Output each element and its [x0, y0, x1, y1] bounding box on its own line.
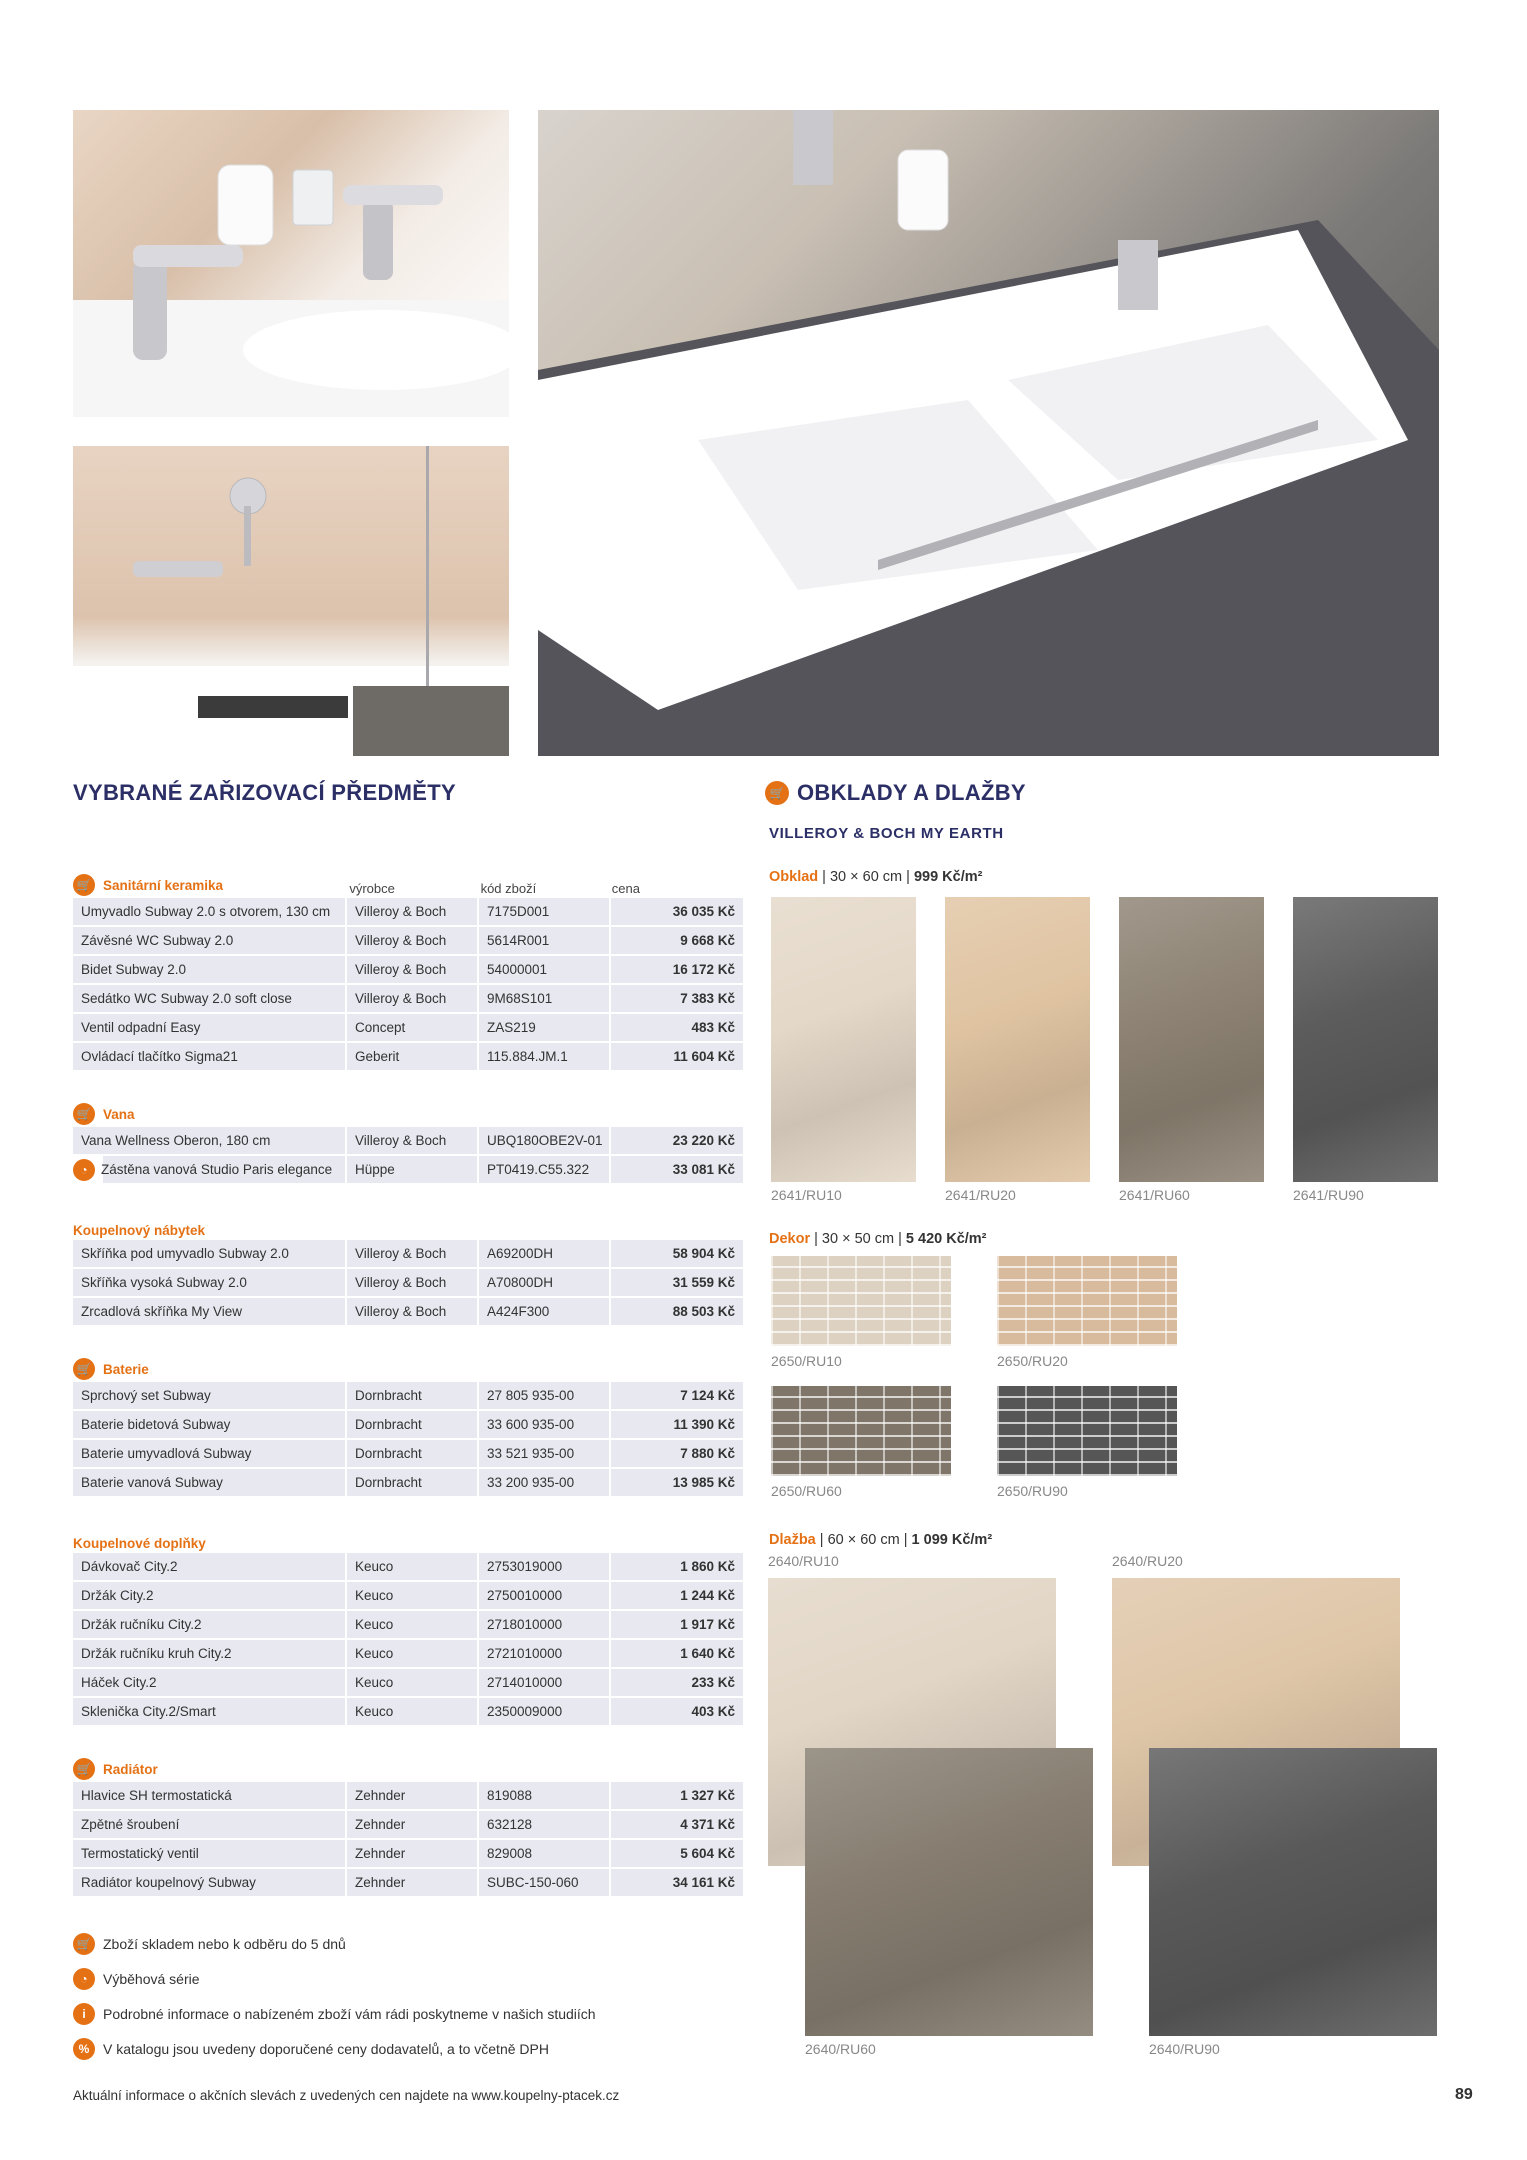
cart-icon: 🛒: [73, 1358, 95, 1380]
product-name-text: Sklenička City.2/Smart: [81, 1704, 216, 1719]
price: 1 640 Kč: [611, 1640, 743, 1667]
cart-icon: 🛒: [73, 874, 95, 896]
tile-code: 2640/RU60: [805, 2041, 876, 2057]
manufacturer: Villeroy & Boch: [347, 1298, 477, 1325]
product-name-text: Sprchový set Subway: [81, 1388, 211, 1403]
tile-swatch: [945, 897, 1090, 1182]
price: 5 604 Kč: [611, 1840, 743, 1867]
table-group: [73, 1725, 743, 1896]
manufacturer: Villeroy & Boch: [347, 1127, 477, 1154]
table-row: [73, 956, 743, 983]
table-row: [73, 1840, 743, 1867]
legend-item: [73, 1968, 773, 1990]
price: 11 390 Kč: [611, 1411, 743, 1438]
manufacturer: Villeroy & Boch: [347, 927, 477, 954]
price: 33 081 Kč: [611, 1156, 743, 1183]
legend-text: Podrobné informace o nabízeném zboží vám rádi poskytneme v našich studiích: [103, 2006, 596, 2022]
product-name-text: Držák ručníku kruh City.2: [81, 1646, 232, 1661]
dekor-label: Dekor | 30 × 50 cm | 5 420 Kč/m²: [769, 1231, 987, 1247]
table-group: [73, 1183, 743, 1325]
right-section-subtitle: VILLEROY & BOCH MY EARTH: [769, 825, 1004, 842]
column-header-kod: kód zboží: [480, 881, 537, 896]
manufacturer: Hüppe: [347, 1156, 477, 1183]
table-row: [73, 1582, 743, 1609]
table-row: [73, 1298, 743, 1325]
group-name: Baterie: [103, 1361, 149, 1377]
right-section-header: [765, 780, 1026, 806]
product-name-text: Zpětné šroubení: [81, 1817, 180, 1832]
obklad-label: Obklad | 30 × 60 cm | 999 Kč/m²: [769, 869, 983, 885]
product-name: [73, 927, 345, 954]
manufacturer: Villeroy & Boch: [347, 985, 477, 1012]
cart-icon: 🛒: [73, 1933, 95, 1955]
product-name-text: Vana Wellness Oberon, 180 cm: [81, 1133, 271, 1148]
product-name: [73, 1298, 345, 1325]
group-name: Sanitární keramika: [103, 877, 224, 893]
faucet-photo: [73, 110, 509, 417]
left-section-title: VYBRANÉ ZAŘIZOVACÍ PŘEDMĚTY: [73, 780, 456, 805]
table-row: [73, 1269, 743, 1296]
product-name-text: Držák City.2: [81, 1588, 154, 1603]
product-code: 819088: [479, 1782, 609, 1809]
price: 7 880 Kč: [611, 1440, 743, 1467]
product-name-text: Hlavice SH termostatická: [81, 1788, 232, 1803]
product-name-text: Bidet Subway 2.0: [81, 962, 187, 977]
product-code: A424F300: [479, 1298, 609, 1325]
product-name: [73, 1156, 345, 1183]
product-code: 27 805 935-00: [479, 1382, 609, 1409]
manufacturer: Concept: [347, 1014, 477, 1041]
product-code: 2718010000: [479, 1611, 609, 1638]
product-code: 54000001: [479, 956, 609, 983]
product-name: [73, 1698, 345, 1725]
product-name-text: Sedátko WC Subway 2.0 soft close: [81, 991, 292, 1006]
product-name: [73, 1811, 345, 1838]
table-row: [73, 1127, 743, 1154]
manufacturer: Dornbracht: [347, 1440, 477, 1467]
manufacturer: Zehnder: [347, 1811, 477, 1838]
price: 23 220 Kč: [611, 1127, 743, 1154]
product-name-text: Radiátor koupelnový Subway: [81, 1875, 256, 1890]
table-row: [73, 1043, 743, 1070]
product-code: 2721010000: [479, 1640, 609, 1667]
product-code: 2750010000: [479, 1582, 609, 1609]
bathtub-illustration: [73, 446, 509, 756]
group-title: [73, 1758, 351, 1780]
tile-code: 2640/RU10: [768, 1553, 839, 1569]
product-code: A69200DH: [479, 1240, 609, 1267]
group-title: [73, 1536, 351, 1551]
product-name-text: Ovládací tlačítko Sigma21: [81, 1049, 238, 1064]
tile-code: 2641/RU60: [1119, 1187, 1190, 1203]
product-name-text: Závěsné WC Subway 2.0: [81, 933, 234, 948]
manufacturer: Dornbracht: [347, 1411, 477, 1438]
product-code: 33 600 935-00: [479, 1411, 609, 1438]
table-row: [73, 985, 743, 1012]
product-code: 9M68S101: [479, 985, 609, 1012]
product-name: [73, 1611, 345, 1638]
tile-swatch: [1293, 897, 1438, 1182]
table-group: [73, 1325, 743, 1496]
table-row: [73, 1553, 743, 1580]
clock-icon: ◔: [73, 1968, 95, 1990]
page-number: 89: [1455, 2086, 1473, 2103]
product-name: [73, 1640, 345, 1667]
product-name-text: Skříňka pod umyvadlo Subway 2.0: [81, 1246, 289, 1261]
table-row: [73, 1411, 743, 1438]
product-name: [73, 1127, 345, 1154]
footer-text: Aktuální informace o akčních slevách z uvedených cen najdete na www.koupelny-ptacek.cz: [73, 2088, 620, 2103]
product-name: [73, 1840, 345, 1867]
manufacturer: Zehnder: [347, 1869, 477, 1896]
product-name-text: Držák ručníku City.2: [81, 1617, 202, 1632]
percent-icon: %: [73, 2038, 95, 2060]
product-name: [73, 1269, 345, 1296]
product-code: 2753019000: [479, 1553, 609, 1580]
group-title: [73, 1358, 351, 1380]
tile-code: 2640/RU90: [1149, 2041, 1220, 2057]
product-code: SUBC-150-060: [479, 1869, 609, 1896]
product-code: 33 200 935-00: [479, 1469, 609, 1496]
cart-icon: 🛒: [73, 1103, 95, 1125]
group-name: Radiátor: [103, 1761, 158, 1777]
tile-code: 2641/RU90: [1293, 1187, 1364, 1203]
price: 34 161 Kč: [611, 1869, 743, 1896]
product-code: 2714010000: [479, 1669, 609, 1696]
tile-swatch: [1149, 1748, 1437, 2036]
price: 11 604 Kč: [611, 1043, 743, 1070]
table-row: [73, 898, 743, 925]
product-code: 5614R001: [479, 927, 609, 954]
column-header-vyrobce: výrobce: [349, 881, 395, 896]
dlazba-label: Dlažba | 60 × 60 cm | 1 099 Kč/m²: [769, 1532, 993, 1548]
price: 7 383 Kč: [611, 985, 743, 1012]
product-code: 829008: [479, 1840, 609, 1867]
product-code: ZAS219: [479, 1014, 609, 1041]
product-name-text: Háček City.2: [81, 1675, 157, 1690]
price: 7 124 Kč: [611, 1382, 743, 1409]
product-name-text: Zrcadlová skříňka My View: [81, 1304, 243, 1319]
cart-icon: 🛒: [765, 781, 789, 805]
price: 1 327 Kč: [611, 1782, 743, 1809]
right-section-title: OBKLADY A DLAŽBY: [797, 780, 1026, 805]
product-name: [73, 1553, 345, 1580]
product-name-text: Baterie umyvadlová Subway: [81, 1446, 252, 1461]
table-row: [73, 1669, 743, 1696]
product-name: [73, 985, 345, 1012]
manufacturer: Zehnder: [347, 1840, 477, 1867]
group-name: Vana: [103, 1106, 135, 1122]
product-name-text: Zástěna vanová Studio Paris elegance: [101, 1162, 333, 1177]
table-row: [73, 1156, 743, 1183]
manufacturer: Dornbracht: [347, 1469, 477, 1496]
manufacturer: Keuco: [347, 1640, 477, 1667]
tile-swatch: [997, 1386, 1177, 1476]
tile-swatch: [1119, 897, 1264, 1182]
tile-code: 2641/RU20: [945, 1187, 1016, 1203]
bathtub-photo: [73, 446, 509, 756]
product-name: [73, 1469, 345, 1496]
product-code: A70800DH: [479, 1269, 609, 1296]
group-name: Koupelnové doplňky: [73, 1536, 206, 1551]
legend-item: [73, 2038, 773, 2060]
table-row: [73, 1611, 743, 1638]
product-name-text: Ventil odpadní Easy: [81, 1020, 201, 1035]
table-row: [73, 1382, 743, 1409]
price: 233 Kč: [611, 1669, 743, 1696]
price: 403 Kč: [611, 1698, 743, 1725]
tile-swatch: [771, 1256, 951, 1346]
manufacturer: Dornbracht: [347, 1382, 477, 1409]
legend-item: [73, 2003, 773, 2025]
manufacturer: Geberit: [347, 1043, 477, 1070]
table-row: [73, 1782, 743, 1809]
product-name: [73, 1782, 345, 1809]
product-code: UBQ180OBE2V-01: [479, 1127, 609, 1154]
product-name: [73, 1014, 345, 1041]
table-row: [73, 1640, 743, 1667]
price: 13 985 Kč: [611, 1469, 743, 1496]
product-name-text: Baterie vanová Subway: [81, 1475, 223, 1490]
group-name: Koupelnový nábytek: [73, 1223, 206, 1238]
price: 58 904 Kč: [611, 1240, 743, 1267]
group-title: [73, 1223, 351, 1238]
tile-swatch: [771, 1386, 951, 1476]
product-name: [73, 1440, 345, 1467]
legend-text: Výběhová série: [103, 1971, 200, 1987]
manufacturer: Villeroy & Boch: [347, 1240, 477, 1267]
product-name: [73, 898, 345, 925]
legend-item: [73, 1933, 773, 1955]
product-code: 115.884.JM.1: [479, 1043, 609, 1070]
product-name-text: Termostatický ventil: [81, 1846, 199, 1861]
cart-icon: 🛒: [73, 1758, 95, 1780]
product-name: [73, 1043, 345, 1070]
table-group: [73, 1070, 743, 1183]
product-name-text: Baterie bidetová Subway: [81, 1417, 231, 1432]
double-washbasin-photo: [538, 110, 1439, 756]
table-row: [73, 1440, 743, 1467]
table-row: [73, 927, 743, 954]
product-name: [73, 1240, 345, 1267]
product-code: 33 521 935-00: [479, 1440, 609, 1467]
group-title: [73, 874, 349, 896]
price: 1 244 Kč: [611, 1582, 743, 1609]
group-title: [73, 1103, 351, 1125]
product-name: [73, 1582, 345, 1609]
manufacturer: Villeroy & Boch: [347, 1269, 477, 1296]
price: 88 503 Kč: [611, 1298, 743, 1325]
tile-swatch: [771, 897, 916, 1182]
tile-code: 2650/RU90: [997, 1483, 1068, 1499]
product-name: [73, 956, 345, 983]
manufacturer: Keuco: [347, 1553, 477, 1580]
manufacturer: Zehnder: [347, 1782, 477, 1809]
legend-text: V katalogu jsou uvedeny doporučené ceny dodavatelů, a to včetně DPH: [103, 2041, 549, 2057]
tile-swatch: [805, 1748, 1093, 2036]
tile-swatch: [997, 1256, 1177, 1346]
product-code: PT0419.C55.322: [479, 1156, 609, 1183]
legend-text: Zboží skladem nebo k odběru do 5 dnů: [103, 1936, 346, 1952]
table-row: [73, 1014, 743, 1041]
product-name-text: Umyvadlo Subway 2.0 s otvorem, 130 cm: [81, 904, 331, 919]
price: 4 371 Kč: [611, 1811, 743, 1838]
table-group: [73, 868, 743, 1070]
price: 9 668 Kč: [611, 927, 743, 954]
manufacturer: Villeroy & Boch: [347, 956, 477, 983]
tile-code: 2650/RU60: [771, 1483, 842, 1499]
table-group: [73, 1496, 743, 1725]
price: 1 860 Kč: [611, 1553, 743, 1580]
clock-icon: ◔: [73, 1159, 95, 1181]
product-name-text: Skříňka vysoká Subway 2.0: [81, 1275, 247, 1290]
product-code: 632128: [479, 1811, 609, 1838]
product-name: [73, 1411, 345, 1438]
price: 36 035 Kč: [611, 898, 743, 925]
table-row: [73, 1469, 743, 1496]
manufacturer: Keuco: [347, 1582, 477, 1609]
manufacturer: Keuco: [347, 1698, 477, 1725]
manufacturer: Keuco: [347, 1669, 477, 1696]
manufacturer: Villeroy & Boch: [347, 898, 477, 925]
product-code: 2350009000: [479, 1698, 609, 1725]
price: 31 559 Kč: [611, 1269, 743, 1296]
washbasin-illustration: [538, 110, 1439, 756]
product-name: [73, 1669, 345, 1696]
table-row: [73, 1869, 743, 1896]
table-row: [73, 1698, 743, 1725]
tile-code: 2640/RU20: [1112, 1553, 1183, 1569]
product-name: [73, 1382, 345, 1409]
price: 16 172 Kč: [611, 956, 743, 983]
product-code: 7175D001: [479, 898, 609, 925]
product-name-text: Dávkovač City.2: [81, 1559, 178, 1574]
product-table: [73, 868, 743, 1896]
product-name: [73, 1869, 345, 1896]
price: 483 Kč: [611, 1014, 743, 1041]
tile-code: 2650/RU10: [771, 1353, 842, 1369]
tile-code: 2650/RU20: [997, 1353, 1068, 1369]
table-row: [73, 1240, 743, 1267]
price: 1 917 Kč: [611, 1611, 743, 1638]
faucet-illustration: [73, 110, 509, 417]
column-header-cena: cena: [611, 881, 640, 896]
tile-code: 2641/RU10: [771, 1187, 842, 1203]
info-icon: i: [73, 2003, 95, 2025]
table-row: [73, 1811, 743, 1838]
manufacturer: Keuco: [347, 1611, 477, 1638]
